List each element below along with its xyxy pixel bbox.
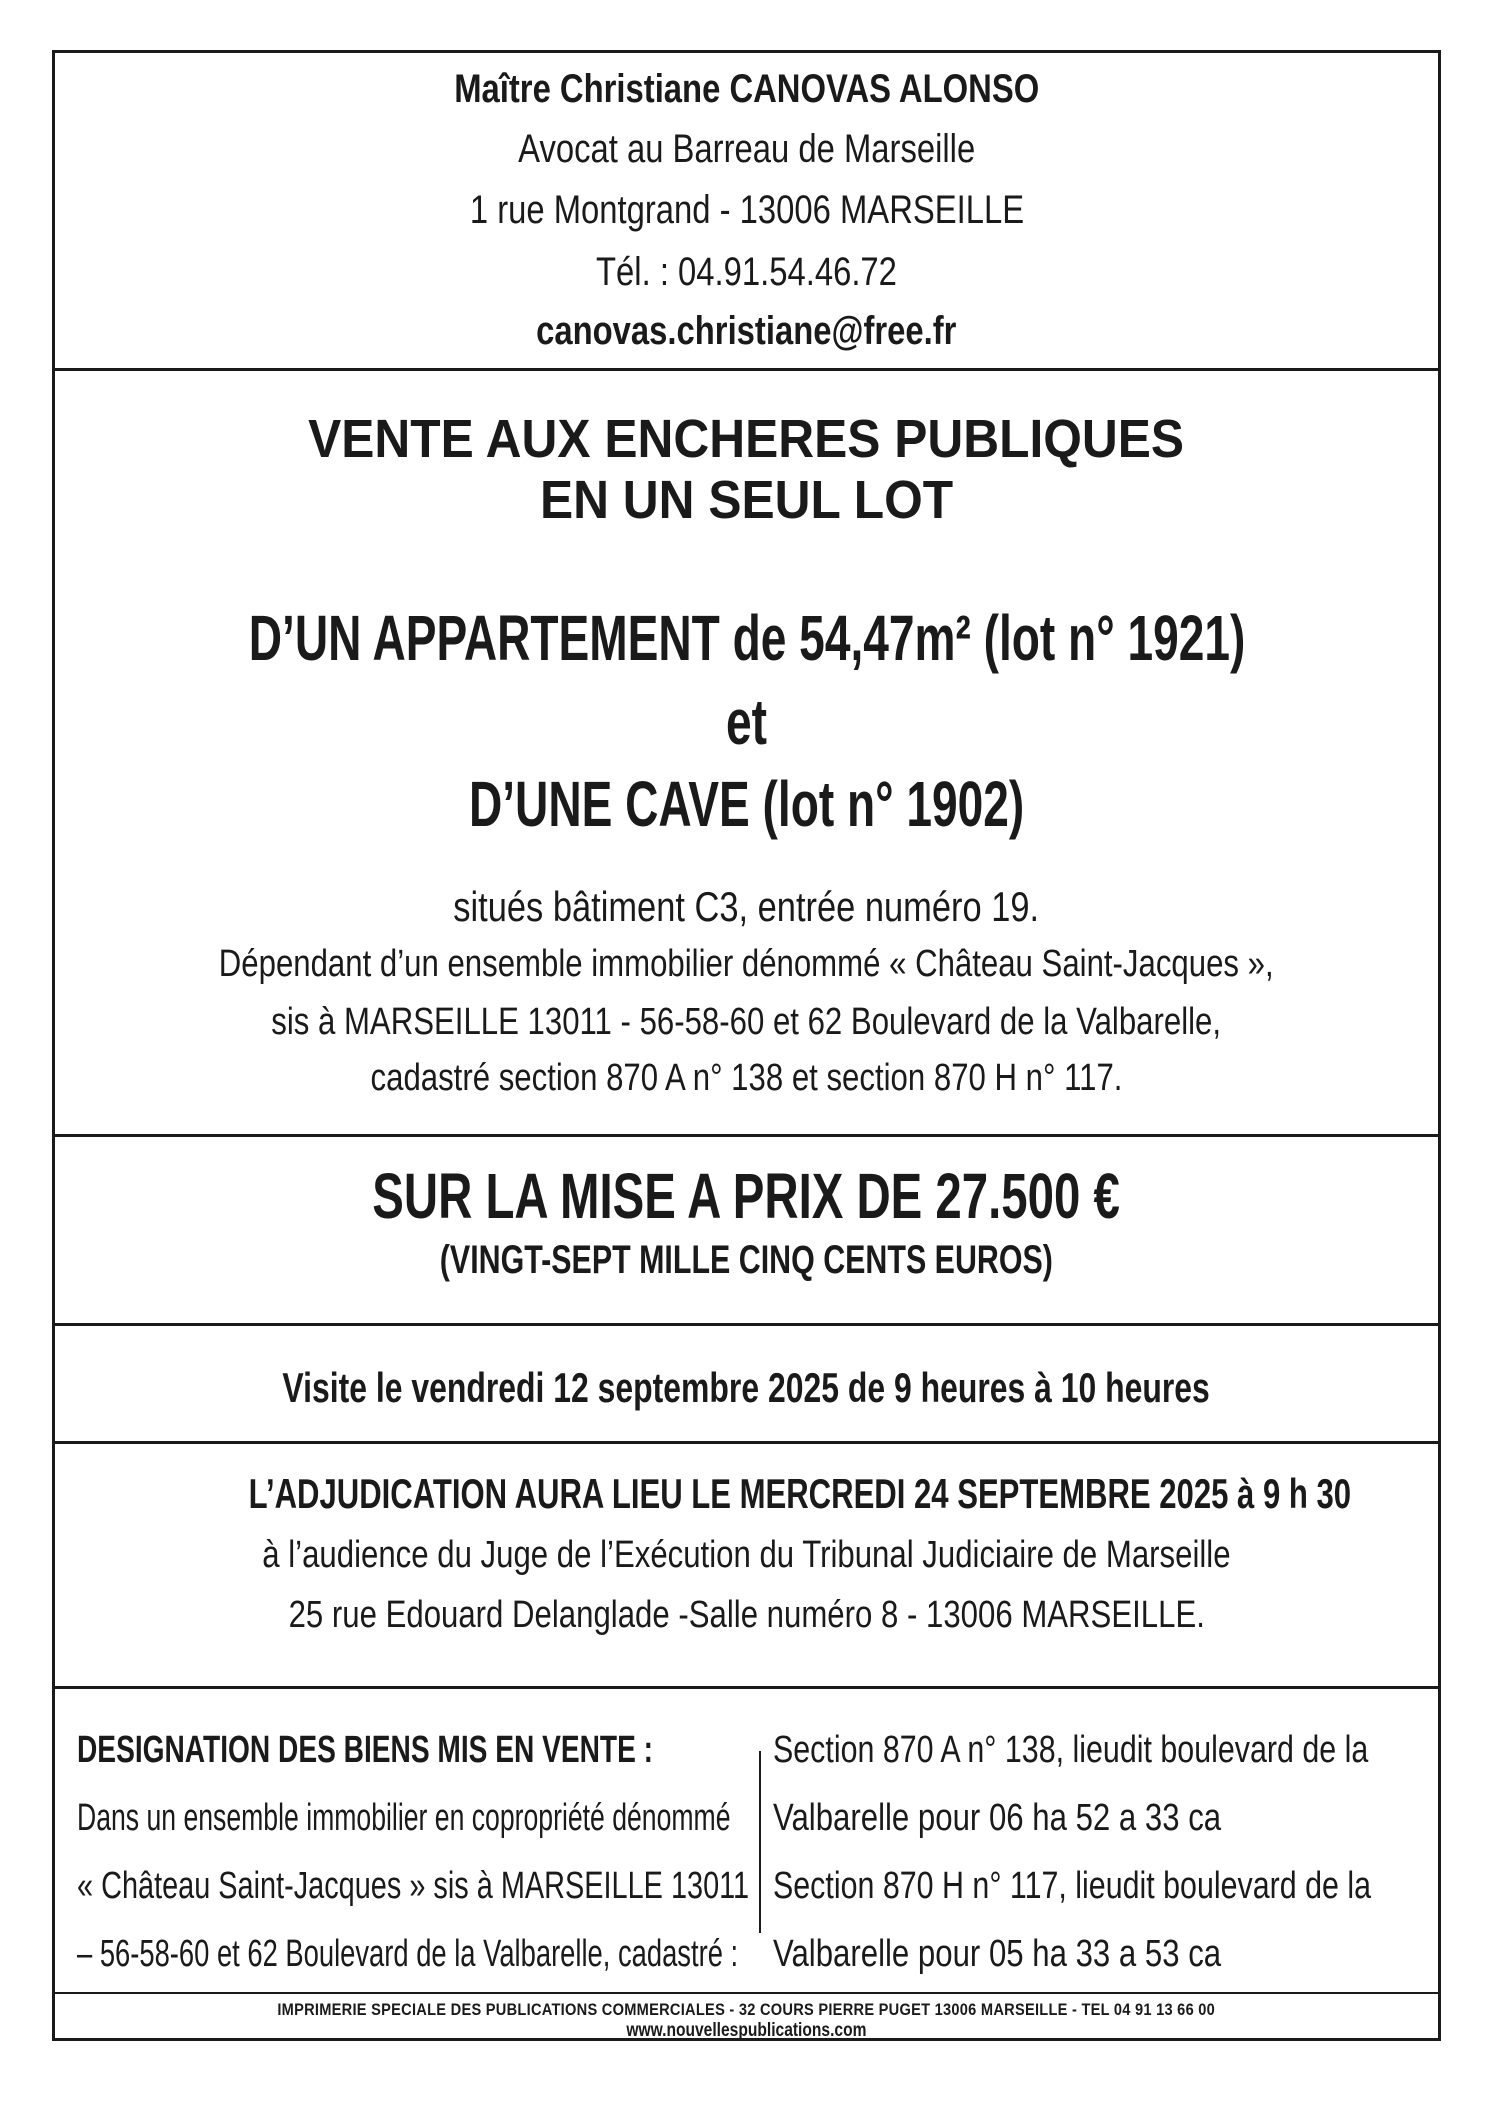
visit-section	[55, 1326, 1438, 1444]
property-description-3: cadastré section 870 A n° 138 et section 870 H n° 117.	[370, 1057, 1123, 1099]
cellar-item: D’UNE CAVE (lot n° 1902)	[468, 768, 1025, 840]
price-section	[55, 1137, 1438, 1326]
lawyer-phone: Tél. : 04.91.54.46.72	[596, 250, 897, 294]
property-location: situés bâtiment C3, entrée numéro 19.	[453, 883, 1040, 930]
adjudication-date: L’ADJUDICATION AURA LIEU LE MERCREDI 24 SEPTEMBRE 2025 à 9 h 30	[248, 1470, 1352, 1517]
designation-left-column	[77, 1689, 750, 1992]
printer-footer	[55, 1994, 1438, 2044]
adjudication-address: 25 rue Edouard Delanglade -Salle numéro 8 - 13006 MARSEILLE.	[288, 1594, 1205, 1636]
designation-left-line: « Château Saint-Jacques » sis à MARSEILLE 13011	[77, 1865, 750, 1907]
lawyer-name: Maître Christiane CANOVAS ALONSO	[453, 67, 1040, 111]
visit-date: Visite le vendredi 12 septembre 2025 de 9 heures à 10 heures	[282, 1364, 1211, 1411]
cadastre-line: Section 870 A n° 138, lieudit boulevard de la	[773, 1729, 1369, 1771]
starting-price: SUR LA MISE A PRIX DE 27.500 €	[372, 1160, 1121, 1232]
cadastre-line: Valbarelle pour 06 ha 52 a 33 ca	[773, 1797, 1222, 1839]
column-divider	[759, 1751, 761, 1933]
adjudication-section	[55, 1444, 1438, 1689]
property-description-2: sis à MARSEILLE 13011 - 56-58-60 et 62 Boulevard de la Valbarelle,	[271, 1001, 1222, 1043]
designation-left-line: Dans un ensemble immobilier en copropriété dénommé	[77, 1797, 731, 1839]
designation-right-column	[773, 1689, 1423, 1992]
cadastre-line: Section 870 H n° 117, lieudit boulevard de la	[773, 1865, 1372, 1907]
cadastre-line: Valbarelle pour 05 ha 33 a 53 ca	[773, 1933, 1222, 1975]
notice-frame	[52, 50, 1441, 2041]
designation-left-line: – 56-58-60 et 62 Boulevard de la Valbarelle, cadastré :	[77, 1933, 739, 1975]
sale-headline: VENTE AUX ENCHERES PUBLIQUES	[308, 409, 1185, 469]
lawyer-title: Avocat au Barreau de Marseille	[517, 127, 976, 171]
designation-section	[55, 1689, 1438, 1994]
lawyer-header	[55, 53, 1438, 371]
designation-heading: DESIGNATION DES BIENS MIS EN VENTE :	[77, 1729, 654, 1771]
starting-price-words: (VINGT-SEPT MILLE CINQ CENTS EUROS)	[439, 1238, 1054, 1282]
adjudication-court: à l’audience du Juge de l’Exécution du Tribunal Judiciaire de Marseille	[262, 1534, 1231, 1576]
lawyer-address: 1 rue Montgrand - 13006 MARSEILLE	[469, 188, 1024, 232]
apartment-item: D’UN APPARTEMENT de 54,47m² (lot n° 1921)	[248, 602, 1246, 674]
lawyer-email: canovas.christiane@free.fr	[536, 309, 957, 353]
printer-website: www.nouvellespublications.com	[626, 2020, 867, 2041]
property-description-1: Dépendant d’un ensemble immobilier dénommé « Château Saint-Jacques »,	[219, 943, 1274, 985]
sale-subheadline: EN UN SEUL LOT	[539, 470, 954, 530]
sale-section	[55, 371, 1438, 1137]
connector-text: et	[726, 686, 767, 758]
printer-info: IMPRIMERIE SPECIALE DES PUBLICATIONS COMMERCIALES - 32 COURS PIERRE PUGET 13006 MARSEILLE - TEL 04 91 13 66 00	[277, 2000, 1216, 2019]
